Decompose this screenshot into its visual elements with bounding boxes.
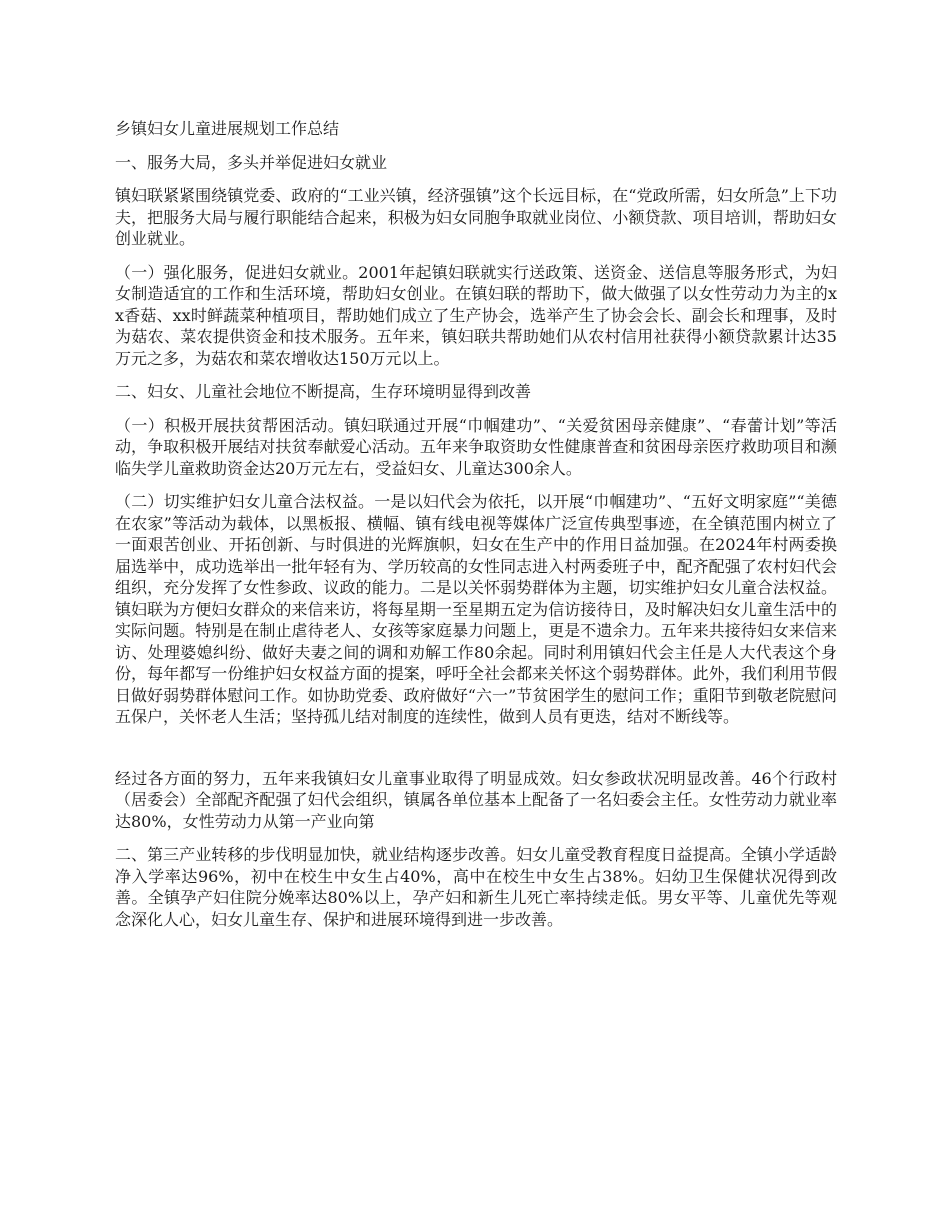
document-page [115, 118, 837, 942]
section3-paragraph: 二、第三产业转移的步伐明显加快，就业结构逐步改善。妇女儿童受教育程度日益提高。全镇小学适龄净入学率达96%，初中在校生中女生占40%，高中在校生中女生占38%。妇幼卫生保健状况得到改善。全镇孕产妇住院分娩率达80%以上，孕产妇和新生儿死亡率持续走低。男女平等、儿童优先等观念深化人心，妇女儿童生存、保护和进展环境得到进一步改善。 [115, 845, 837, 929]
summary-paragraph: 经过各方面的努力，五年来我镇妇女儿童事业取得了明显成效。妇女参政状况明显改善。46个行政村（居委会）全部配齐配强了妇代会组织，镇属各单位基本上配备了一名妇委会主任。女性劳动力就业率达80%，女性劳动力从第一产业向第 [115, 768, 837, 831]
section2-item2-paragraph: （二）切实维护妇女儿童合法权益。一是以妇代会为依托，以开展“巾帼建功”、“五好文明家庭”“美德在农家”等活动为载体，以黑板报、横幅、镇有线电视等媒体广泛宣传典型事迹，在全镇范围内树立了一面艰苦创业、开拓创新、与时俱进的光辉旗帜，妇女在生产中的作用日益加强。在2024年村两委换届选举中，成功选举出一批年轻有为、学历较高的女性同志进入村两委班子中，配齐配强了农村妇代会组织，充分发挥了女性参政、议政的能力。二是以关怀弱势群体为主题，切实维护妇女儿童合法权益。镇妇联为方便妇女群众的来信来访，将每星期一至星期五定为信访接待日，及时解决妇女儿童生活中的实际问题。特别是在制止虐待老人、女孩等家庭暴力问题上，更是不遗余力。五年来共接待妇女来信来访、处理婆媳纠纷、做好夫妻之间的调和劝解工作80余起。同时利用镇妇代会主任是人大代表这个身份，每年都写一份维护妇女权益方面的提案，呼吁全社会都来关怀这个弱势群体。此外，我们利用节假日做好弱势群体慰问工作。如协助党委、政府做好“六一”节贫困学生的慰问工作；重阳节到敬老院慰问五保户，关怀老人生活；坚持孤儿结对制度的连续性，做到人员有更迭，结对不断线等。 [115, 492, 837, 726]
blank-spacer [115, 740, 837, 768]
section1-heading: 一、服务大局，多头并举促进妇女就业 [115, 152, 388, 172]
document-title: 乡镇妇女儿童进展规划工作总结 [115, 119, 340, 138]
section1-intro-paragraph: 镇妇联紧紧围绕镇党委、政府的“工业兴镇，经济强镇”这个长远目标，在“党政所需，妇女所急”上下功夫，把服务大局与履行职能结合起来，积极为妇女同胞争取就业岗位、小额贷款、项目培训，帮助妇女创业就业。 [115, 186, 837, 248]
section2-heading: 二、妇女、儿童社会地位不断提高，生存环境明显得到改善 [115, 382, 532, 401]
section2-item1-paragraph: （一）积极开展扶贫帮困活动。镇妇联通过开展“巾帼建功”、“关爱贫困母亲健康”、“春蕾计划”等活动，争取积极开展结对扶贫奉献爱心活动。五年来争取资助女性健康普查和贫困母亲医疗救助项目和濒临失学儿童救助资金达20万元左右，受益妇女、儿童达300余人。 [115, 415, 837, 478]
section1-item1-paragraph: （一）强化服务，促进妇女就业。2001年起镇妇联就实行送政策、送资金、送信息等服务形式，为妇女制造适宜的工作和生活环境，帮助妇女创业。在镇妇联的帮助下，做大做强了以女性劳动力为主的xx香菇、xx时鲜蔬菜种植项目，帮助她们成立了生产协会，选举产生了协会会长、副会长和理事，及时为菇农、菜农提供资金和技术服务。五年来，镇妇联共帮助她们从农村信用社获得小额贷款累计达35万元之多，为菇农和菜农增收达150万元以上。 [115, 262, 837, 368]
